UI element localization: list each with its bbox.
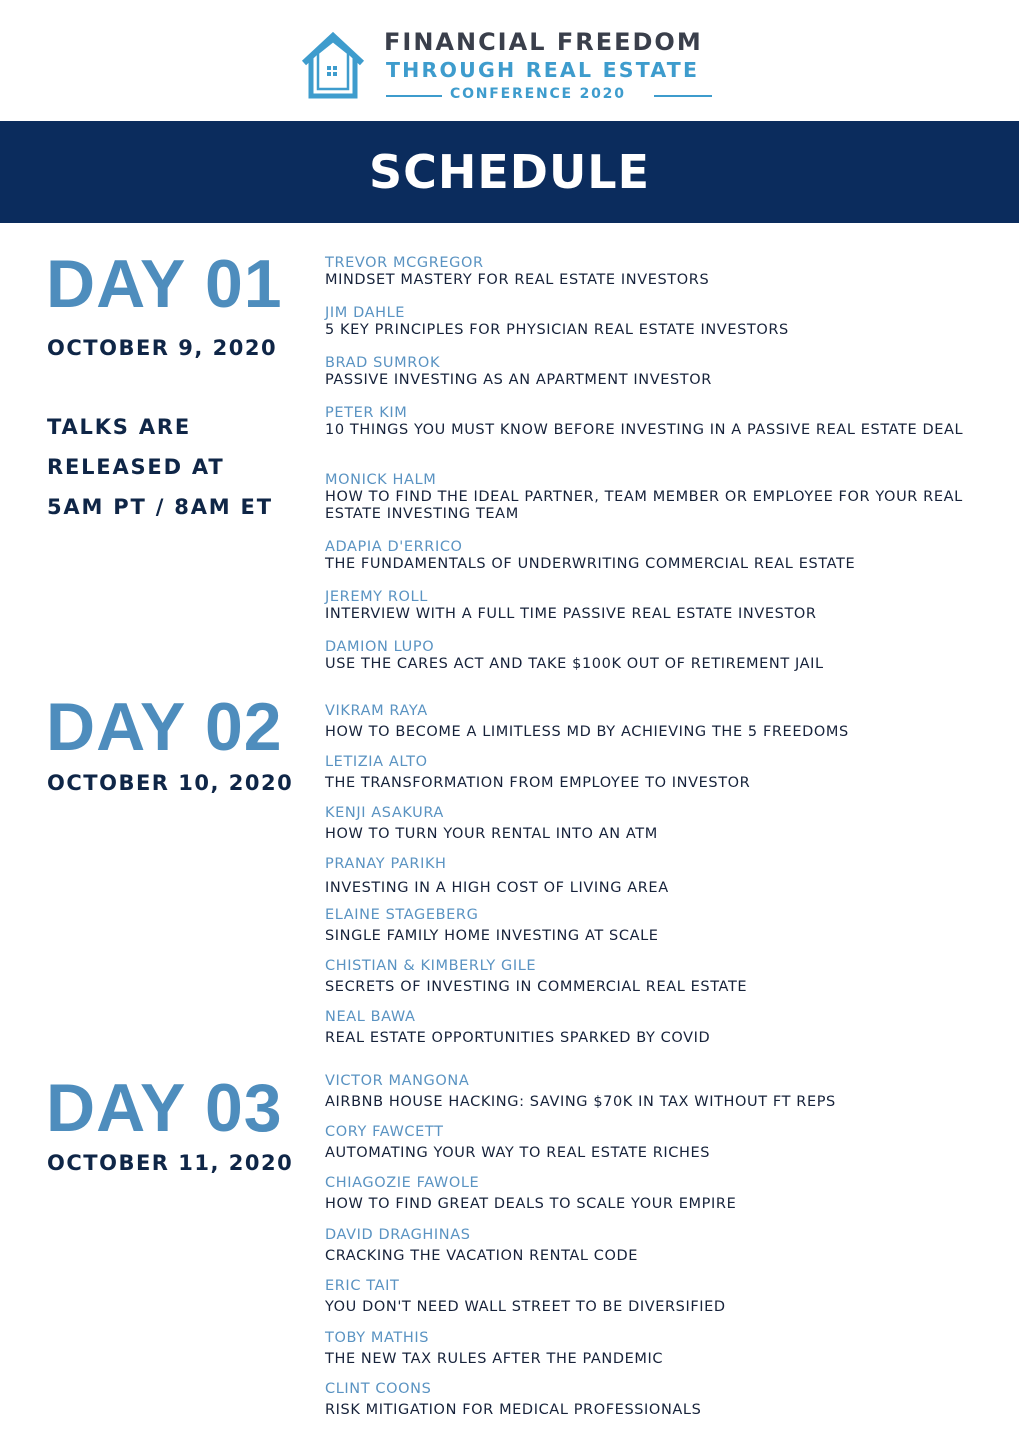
talk-item — [325, 1381, 985, 1419]
talk-item — [325, 703, 985, 741]
logo-conference: CONFERENCE 2020 — [450, 86, 626, 102]
talk-speaker: KENJI ASAKURA — [325, 805, 444, 821]
talk-speaker: BRAD SUMROK — [325, 355, 441, 371]
talk-title: USE THE CARES ACT AND TAKE $100K OUT OF RETIREMENT JAIL — [325, 656, 824, 672]
talk-item — [325, 1278, 985, 1316]
release-info-line-2: RELEASED AT — [47, 455, 225, 479]
talk-item — [325, 472, 985, 523]
talk-title: SECRETS OF INVESTING IN COMMERCIAL REAL ESTATE — [325, 979, 748, 995]
talk-title: YOU DON'T NEED WALL STREET TO BE DIVERSIFIED — [325, 1299, 726, 1315]
talk-title: THE TRANSFORMATION FROM EMPLOYEE TO INVESTOR — [325, 775, 751, 791]
talk-speaker: NEAL BAWA — [325, 1009, 416, 1025]
day-01-label: DAY 01 — [46, 246, 283, 322]
talk-item — [325, 1009, 985, 1047]
talk-speaker: PRANAY PARIKH — [325, 856, 447, 872]
logo-subtitle: THROUGH REAL ESTATE — [386, 58, 700, 82]
logo-rule-right — [654, 95, 712, 97]
page-title: SCHEDULE — [368, 145, 651, 199]
talk-speaker: TOBY MATHIS — [325, 1330, 430, 1346]
talk-item — [325, 1227, 985, 1265]
day-03-label: DAY 03 — [46, 1070, 283, 1146]
talk-item — [325, 958, 985, 996]
talk-item — [325, 907, 985, 945]
conference-logo — [0, 0, 1019, 121]
talk-speaker: CHISTIAN & KIMBERLY GILE — [325, 958, 537, 974]
talk-item — [325, 255, 985, 289]
talk-title: AUTOMATING YOUR WAY TO REAL ESTATE RICHES — [325, 1145, 711, 1161]
talk-title: HOW TO FIND THE IDEAL PARTNER, TEAM MEMBER OR EMPLOYEE FOR YOUR REAL ESTATE INVESTING TEAM — [325, 489, 963, 522]
talk-speaker: JEREMY ROLL — [325, 589, 428, 605]
talk-title: 5 KEY PRINCIPLES FOR PHYSICIAN REAL ESTATE INVESTORS — [325, 322, 789, 338]
talk-speaker: DAVID DRAGHINAS — [325, 1227, 471, 1243]
talk-item — [325, 355, 985, 389]
talk-item — [325, 1073, 985, 1111]
talk-title: THE FUNDAMENTALS OF UNDERWRITING COMMERCIAL REAL ESTATE — [325, 556, 856, 572]
day-03-date: OCTOBER 11, 2020 — [47, 1151, 294, 1175]
day-02-label: DAY 02 — [46, 689, 283, 765]
talk-title: CRACKING THE VACATION RENTAL CODE — [325, 1248, 639, 1264]
release-info-line-1: TALKS ARE — [47, 415, 192, 439]
talk-speaker: CHIAGOZIE FAWOLE — [325, 1175, 480, 1191]
schedule-banner — [0, 121, 1019, 223]
talk-speaker: DAMION LUPO — [325, 639, 435, 655]
talk-title: INTERVIEW WITH A FULL TIME PASSIVE REAL ESTATE INVESTOR — [325, 606, 817, 622]
talk-speaker: LETIZIA ALTO — [325, 754, 428, 770]
talk-title: SINGLE FAMILY HOME INVESTING AT SCALE — [325, 928, 659, 944]
talk-speaker: VIKRAM RAYA — [325, 703, 428, 719]
talk-speaker: JIM DAHLE — [325, 305, 406, 321]
talk-item — [325, 405, 985, 439]
talk-title: 10 THINGS YOU MUST KNOW BEFORE INVESTING IN A PASSIVE REAL ESTATE DEAL — [325, 422, 964, 438]
talk-item — [325, 539, 985, 573]
talk-speaker: TREVOR MCGREGOR — [325, 255, 484, 271]
house-icon — [300, 31, 366, 101]
talk-item — [325, 305, 985, 339]
release-info-line-3: 5AM PT / 8AM ET — [47, 495, 273, 519]
talk-item — [325, 856, 985, 897]
talk-speaker: PETER KIM — [325, 405, 408, 421]
talk-speaker: CORY FAWCETT — [325, 1124, 444, 1140]
talk-title: HOW TO BECOME A LIMITLESS MD BY ACHIEVING THE 5 FREEDOMS — [325, 724, 849, 740]
talk-item — [325, 754, 985, 792]
talk-item — [325, 639, 985, 673]
talk-speaker: ADAPIA D'ERRICO — [325, 539, 463, 555]
talk-title: PASSIVE INVESTING AS AN APARTMENT INVESTOR — [325, 372, 712, 388]
talk-item — [325, 805, 985, 843]
talk-title: RISK MITIGATION FOR MEDICAL PROFESSIONALS — [325, 1402, 702, 1418]
day-02-date: OCTOBER 10, 2020 — [47, 771, 294, 795]
talk-speaker: MONICK HALM — [325, 472, 437, 488]
talk-item — [325, 1124, 985, 1162]
talk-title: THE NEW TAX RULES AFTER THE PANDEMIC — [325, 1351, 664, 1367]
talk-speaker: VICTOR MANGONA — [325, 1073, 470, 1089]
talk-item — [325, 1175, 985, 1213]
talk-speaker: CLINT COONS — [325, 1381, 432, 1397]
talk-title: REAL ESTATE OPPORTUNITIES SPARKED BY COVID — [325, 1030, 711, 1046]
talk-item — [325, 1330, 985, 1368]
logo-title: FINANCIAL FREEDOM — [384, 28, 703, 56]
talk-item — [325, 589, 985, 623]
talk-speaker: ERIC TAIT — [325, 1278, 400, 1294]
talk-title: MINDSET MASTERY FOR REAL ESTATE INVESTORS — [325, 272, 710, 288]
talk-title: HOW TO FIND GREAT DEALS TO SCALE YOUR EMPIRE — [325, 1196, 737, 1212]
talk-title: AIRBNB HOUSE HACKING: SAVING $70K IN TAX WITHOUT FT REPS — [325, 1094, 836, 1110]
talk-title: INVESTING IN A HIGH COST OF LIVING AREA — [325, 880, 669, 896]
talk-title: HOW TO TURN YOUR RENTAL INTO AN ATM — [325, 826, 658, 842]
logo-rule-left — [386, 95, 442, 97]
day-01-date: OCTOBER 9, 2020 — [47, 336, 278, 360]
talk-speaker: ELAINE STAGEBERG — [325, 907, 479, 923]
